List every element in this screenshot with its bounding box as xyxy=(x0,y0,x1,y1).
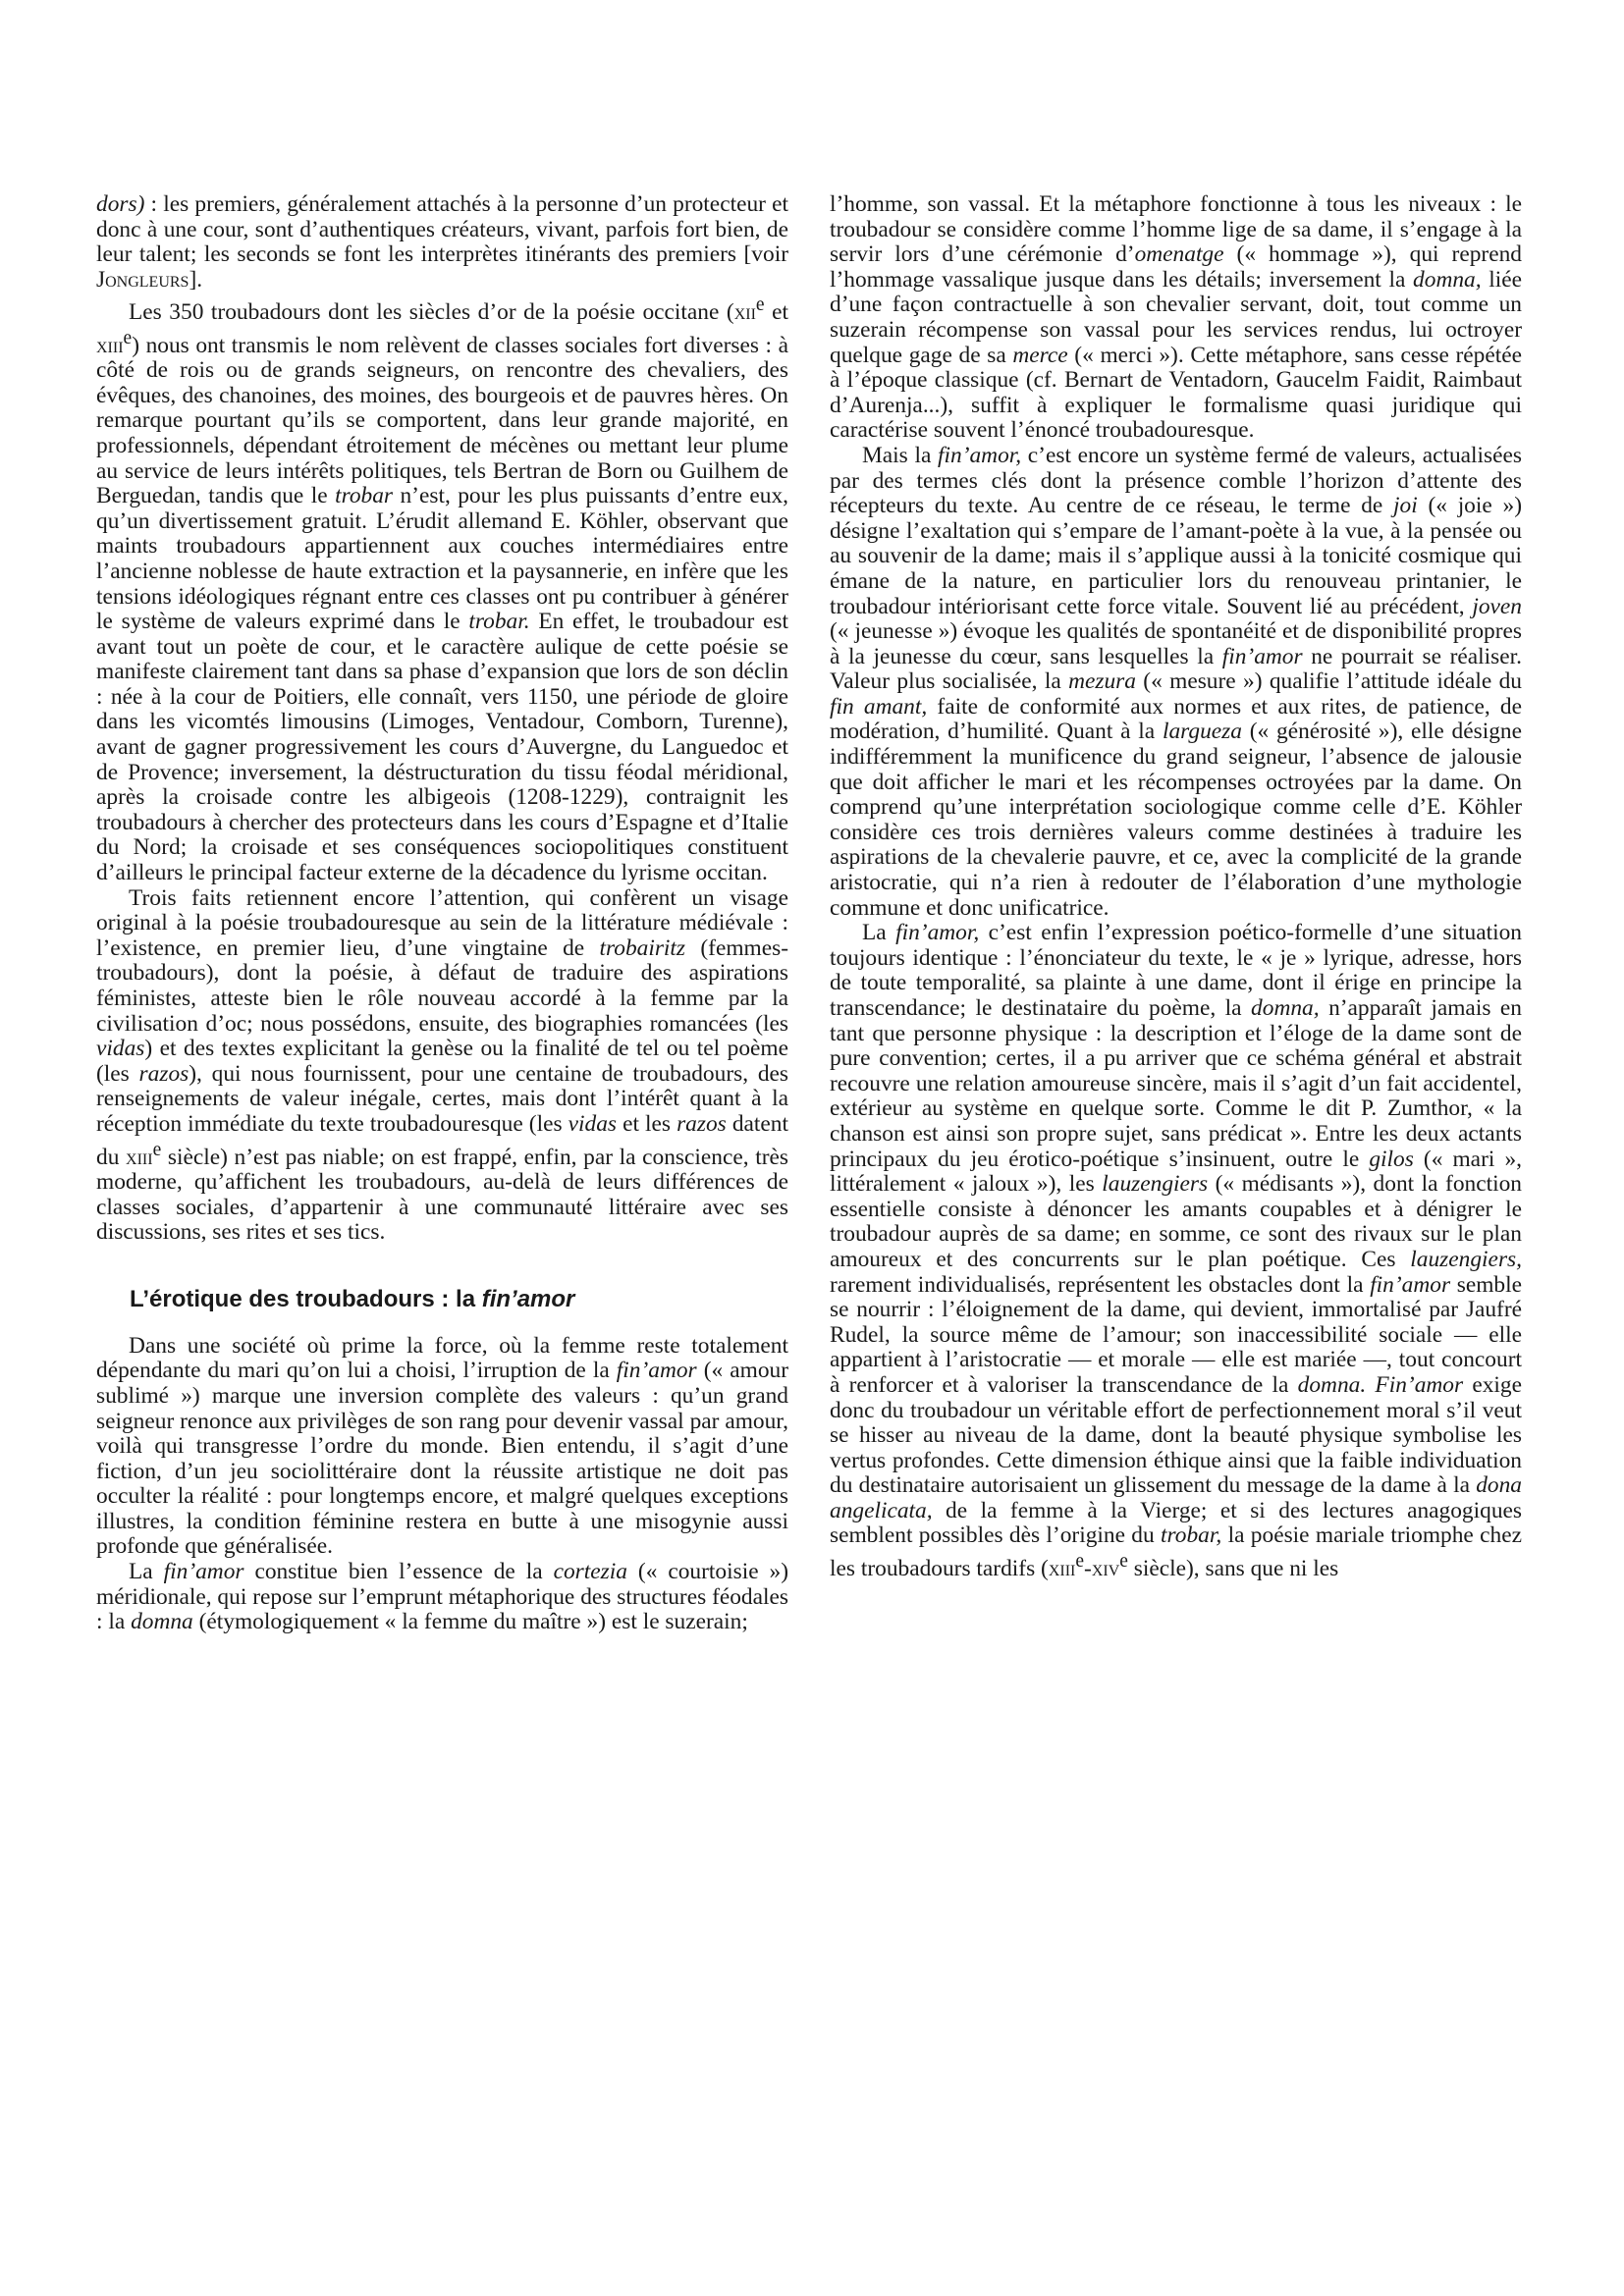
italic-term: domna. Fin’amor xyxy=(1297,1371,1464,1398)
italic-term: domna xyxy=(131,1609,193,1635)
small-caps: xiii xyxy=(126,1144,153,1170)
superscript: e xyxy=(1075,1551,1085,1573)
superscript: e xyxy=(123,327,133,348)
left-column xyxy=(96,192,788,1635)
section-heading-italic: fin’amor xyxy=(481,1285,575,1312)
italic-term: merce xyxy=(1012,342,1068,368)
italic-term: fin’amor xyxy=(1221,643,1303,669)
italic-term: trobar. xyxy=(468,609,530,635)
italic-term: fin amant, xyxy=(830,693,928,720)
italic-term: lauzengiers xyxy=(1102,1171,1209,1198)
italic-term: fin’amor xyxy=(616,1358,697,1384)
italic-term: fin’amor, xyxy=(895,920,980,946)
italic-term: razos xyxy=(138,1060,189,1087)
italic-term: razos xyxy=(677,1110,727,1137)
italic-term: trobairitz xyxy=(599,934,686,961)
italic-term: joi xyxy=(1393,493,1418,519)
italic-term: cortezia xyxy=(553,1559,627,1585)
italic-term: omenatge xyxy=(1134,241,1224,268)
paragraph: Trois faits retiennent encore l’attention, qui confèrent un visage original à la poésie troubadouresque au sein de la littérature médiévale : l’existence, en premier lieu, d’une vingtaine de trobairitz (femmes-troubadours), dont la poésie, à défaut de traduire des aspirations féministes, atteste bien le rôle nouveau accordé à la femme par la civilisation d’oc; nous possédons, ensuite, des biographies romancées (les vidas) et des textes explicitant la genèse ou la finalité de tel ou tel poème (les razos), qui nous fournissent, pour une centaine de troubadours, des renseignements de valeur inégale, certes, mais dont l’intérêt quant à la réception immédiate du texte troubadouresque (les vidas et les razos datent du xiii$^e$ siècle) n’est pas niable; on est frappé, enfin, par la conscience, très moderne, qu’affichent les troubadours, au-delà de leurs différences de classes sociales, d’appartenir à une communauté littéraire avec ses discussions, ses rites et ses tics. xyxy=(96,884,788,1246)
italic-term: dors) xyxy=(96,191,145,217)
paragraph: Les 350 troubadours dont les siècles d’or de la poésie occitane (xii$^e$ et xiii$^e$) nous ont transmis le nom relèvent de classes sociales fort diverses : à côté de rois ou de grands seigneurs, on rencontre des chevaliers, des évêques, des chanoines, des moines, des bourgeois et de pauvres hères. On remarque pourtant qu’ils se comportent, dans leur grande majorité, en professionnels, dépendant étroitement de mécènes ou mettant leur plume au service de leurs intérêts politiques, tels Bertran de Born ou Guilhem de Berguedan, tandis que le trobar n’est, pour les plus puissants d’entre eux, qu’un divertissement gratuit. L’érudit allemand E. Köhler, observant que maints troubadours appartiennent aux couches intermédiaires entre l’ancienne noblesse de haute extraction et la paysannerie, en infère que les tensions idéologiques régnant entre ces classes ont pu contribuer à générer le système de valeurs exprimé dans le trobar. En effet, le troubadour est avant tout un poète de cour, et le caractère aulique de cette poésie se manifeste clairement tant dans sa phase d’expansion que lors de son déclin : née à la cour de Poitiers, elle connaît, vers 1150, une période de gloire dans les vicomtés limousins (Limoges, Ventadour, Comborn, Turenne), avant de gagner progressivement les cours d’Auvergne, du Languedoc et de Provence; inversement, la déstructuration du tissu féodal méridional, après la croisade contre les albigeois (1208-1229), contraignit les troubadours à chercher des protecteurs dans les cours d’Espagne et d’Italie du Nord; la croisade et ses conséquences sociopolitiques constituent d’ailleurs le principal facteur externe de la décadence du lyrisme occitan. xyxy=(96,294,789,886)
paragraph: Mais la fin’amor, c’est encore un système fermé de valeurs, actualisées par des termes clés dont la présence comble l’horizon d’attente des récepteurs du texte. Au centre de ce réseau, le terme de joi (« joie ») désigne l’exaltation qui s’empare de l’amant-poète à la vue, à la pensée ou au souvenir de la dame; mais il s’applique aussi à la tonicité cosmique qui émane de la nature, en particulier lors du renouveau printanier, le troubadour intériorisant cette force vitale. Souvent lié au précédent, joven (« jeunesse ») évoque les qualités de spontanéité et de disponibilité propres à la jeunesse du cœur, sans lesquelles la fin’amor ne pourrait se réaliser. Valeur plus socialisée, la mezura (« mesure ») qualifie l’attitude idéale du fin amant, faite de conformité aux normes et aux rites, de patience, de modération, d’humilité. Quant à la largueza (« générosité »), elle désigne indifféremment la munificence du grand seigneur, l’absence de jalousie que doit afficher le mari et les récompenses octroyées par la dame. On comprend qu’une interprétation sociologique comme celle d’E. Köhler considère ces trois dernières valeurs comme destinées à traduire les aspirations de la chevalerie pauvre, et ce, avec la complicité de la grande aristocratie, qui n’a rien à redouter de l’élaboration d’une mythologie commune et donc unificatrice. xyxy=(830,442,1522,921)
superscript: e xyxy=(152,1139,162,1160)
paragraph: l’homme, son vassal. Et la métaphore fonctionne à tous les niveaux : le troubadour se considère comme l’homme lige de sa dame, il s’engage à la servir lors d’une cérémonie d’omenatge (« hommage »), qui reprend l’hommage vassalique jusque dans les détails; inversement la domna, liée d’une façon contractuelle à son chevalier servant, doit, tout comme un suzerain récompense son vassal pour les services rendus, lui octroyer quelque gage de sa merce (« merci »). Cette métaphore, sans cesse répétée à l’époque classique (cf. Bernart de Ventadorn, Gaucelm Faidit, Raimbaut d’Aurenja...), suffit à expliquer le formalisme quasi juridique qui caractérise souvent l’énoncé troubadouresque. xyxy=(830,191,1523,444)
paragraph: Dans une société où prime la force, où la femme reste totalement dépendante du mari qu’on lui a choisi, l’irruption de la fin’amor (« amour sublimé ») marque une inversion complète des valeurs : qu’un grand seigneur renonce aux privilèges de son rang pour devenir vassal par amour, voilà qui transgresse l’ordre du monde. Bien entendu, il s’agit d’une fiction, d’un jeu sociolittéraire dont la réussite artistique ne doit pas occulter la réalité : pour longtemps encore, et malgré quelques exceptions illustres, la condition féminine restera en butte à une misogynie aussi profonde que généralisée. xyxy=(96,1332,789,1560)
paragraph: dors) : les premiers, généralement attachés à la personne d’un protecteur et donc à une cour, sont d’authentiques créateurs, vivant, parfois fort bien, de leur talent; les seconds se font les interprètes itinérants des premiers [voir Jongleurs]. xyxy=(96,191,788,293)
italic-term: fin’amor xyxy=(163,1559,244,1585)
italic-term: vidas xyxy=(96,1036,145,1062)
italic-term: mezura xyxy=(1068,668,1136,695)
small-caps: xii xyxy=(733,299,756,326)
right-column xyxy=(830,192,1522,1581)
italic-term: gilos xyxy=(1369,1146,1414,1172)
superscript: e xyxy=(1119,1551,1128,1573)
paragraph: La fin’amor constitue bien l’essence de la cortezia (« courtoisie ») méridionale, qui repose sur l’emprunt métaphorique des structures féodales : la domna (étymologiquement « la femme du maître ») est le suzerain; xyxy=(96,1559,789,1635)
italic-term: vidas xyxy=(568,1110,618,1137)
italic-term: largueza xyxy=(1162,719,1242,745)
italic-term: fin’amor xyxy=(1370,1271,1451,1298)
italic-term: fin’amor, xyxy=(938,442,1022,468)
italic-term: trobar xyxy=(335,483,394,509)
italic-term: domna, xyxy=(1251,995,1320,1021)
italic-term: domna, xyxy=(1413,266,1482,293)
small-caps: xiii xyxy=(96,332,124,358)
italic-term: joven xyxy=(1472,593,1522,619)
small-caps: Jongleurs xyxy=(96,266,189,293)
italic-term: lauzengiers, xyxy=(1410,1246,1522,1272)
paragraph: La fin’amor, c’est enfin l’expression poético-formelle d’une situation toujours identique : l’énonciateur du texte, le « je » lyrique, adresse, hors de toute temporalité, sa plainte à une dame, dont il érige en principe la transcendance; le destinataire du poème, la domna, n’apparaît jamais en tant que personne physique : la description et l’éloge de la dame sont de pure convention; certes, il a pu arriver que ce schéma général et abstrait recouvre une relation amoureuse sincère, mais il s’agit d’un fait accidentel, extérieur au système en quelque sorte. Comme le dit P. Zumthor, « la chanson est ainsi son propre sujet, sans prédicat ». Entre les deux actants principaux du jeu érotico-poétique s’insinuent, outre le gilos (« mari », littéralement « jaloux »), les lauzengiers (« médisants »), dont la fonction essentielle consiste à dénoncer les amants coupables et à dénigrer le troubadour auprès de sa dame; en somme, ce sont des rivaux sur le plan amoureux et des concurrents sur le plan poétique. Ces lauzengiers, rarement individualisés, représentent les obstacles dont la fin’amor semble se nourrir : l’éloignement de la dame, qui devient, immortalisé par Jaufré Rudel, la source même de l’amour; son inaccessibilité sociale — elle appartient à l’aristocratie — et morale — elle est mariée —, tout concourt à renforcer et à valoriser la transcendance de la domna. Fin’amor exige donc du troubadour un véritable effort de perfectionnement moral s’il veut se hisser au niveau de la dame, dont la beauté physique symbolise les vertus profondes. Cette dimension éthique ainsi que la faible individuation du destinataire autorisaient un glissement du message de la dame à la dona angelicata, de la femme à la Vierge; et si des lectures anagogiques semblent possibles dès l’origine du trobar, la poésie mariale triomphe chez les troubadours tardifs (xiii$^e$-xiv$^e$ siècle), sans que ni les xyxy=(830,920,1523,1581)
superscript: e xyxy=(755,294,765,316)
italic-term: trobar, xyxy=(1161,1522,1222,1549)
italic-term: dona angelicata, xyxy=(830,1472,1522,1523)
small-caps: xiv xyxy=(1091,1555,1120,1581)
section-heading xyxy=(130,1286,788,1313)
small-caps: xiii xyxy=(1048,1555,1076,1581)
section-heading-text: L’érotique des troubadours : la xyxy=(130,1285,482,1312)
